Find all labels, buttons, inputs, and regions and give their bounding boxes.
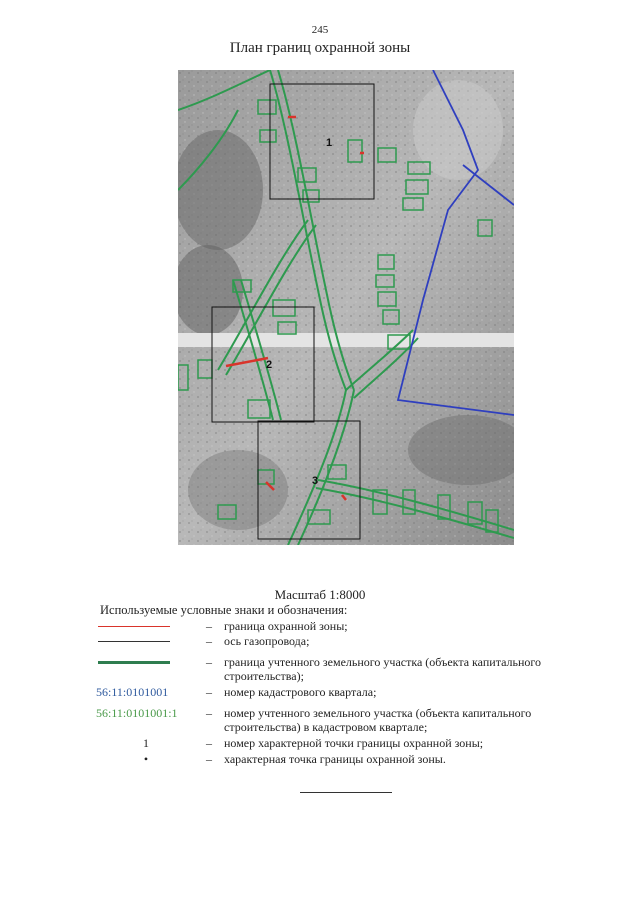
zone-label-3: 3 bbox=[312, 475, 319, 487]
point-number-sample: 1 bbox=[143, 736, 149, 750]
legend-dash: – bbox=[206, 736, 212, 750]
legend-text: номер учтенного земельного участка (объекта капитального строительства) в кадастровом квартале; bbox=[224, 706, 532, 734]
cadastral-parcel-code: 56:11:0101001:1 bbox=[96, 706, 178, 720]
red-line-sample bbox=[98, 626, 170, 627]
legend-dash: – bbox=[206, 752, 212, 766]
legend-text: характерная точка границы охранной зоны. bbox=[224, 752, 446, 766]
page-title: План границ охранной зоны bbox=[229, 40, 411, 56]
legend-text: ось газопровода; bbox=[224, 634, 310, 648]
map-scale: Масштаб 1:8000 bbox=[274, 587, 366, 602]
footer-divider bbox=[300, 792, 392, 793]
imagery-band bbox=[178, 333, 514, 347]
page-number: 245 bbox=[311, 24, 329, 36]
legend-dash: – bbox=[206, 706, 212, 720]
green-line-sample bbox=[98, 661, 170, 664]
black-line-sample bbox=[98, 641, 170, 642]
legend-text: номер характерной точки границы охранной зоны; bbox=[224, 736, 484, 750]
zone-label-2: 2 bbox=[266, 359, 273, 371]
legend-text: граница охранной зоны; bbox=[224, 619, 348, 633]
map-canvas bbox=[178, 70, 514, 545]
legend-dash: – bbox=[206, 685, 212, 699]
legend-text: граница учтенного земельного участка (объекта капитального строительства); bbox=[224, 655, 542, 683]
legend-dash: – bbox=[206, 655, 212, 669]
point-dot-icon: • bbox=[143, 752, 149, 766]
zone-label-1: 1 bbox=[326, 137, 333, 149]
legend-heading: Используемые условные знаки и обозначения: bbox=[100, 603, 348, 617]
legend-dash: – bbox=[206, 634, 212, 648]
aerial-map bbox=[178, 70, 514, 545]
legend-dash: – bbox=[206, 619, 212, 633]
cadastral-quarter-code: 56:11:0101001 bbox=[96, 685, 169, 699]
field-patch bbox=[413, 80, 503, 180]
legend-text: номер кадастрового квартала; bbox=[224, 685, 377, 699]
